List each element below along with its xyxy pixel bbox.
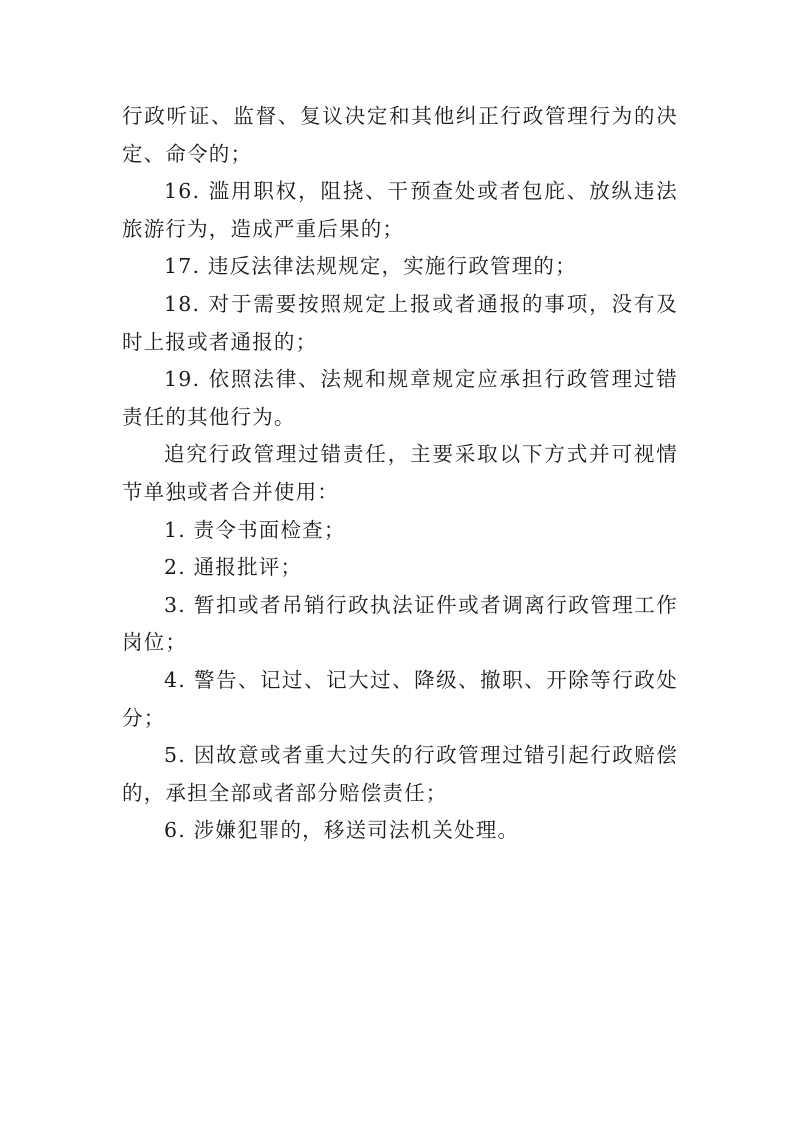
paragraph-method-3: 3. 暂扣或者吊销行政执法证件或者调离行政管理工作岗位； [122, 592, 678, 655]
paragraph-continuation: 行政听证、监督、复议决定和其他纠正行政管理行为的决定、命令的； [122, 104, 678, 166]
paragraph-accountability-intro: 追究行政管理过错责任，主要采取以下方式并可视情节单独或者合并使用： [122, 442, 678, 504]
paragraph-item-16: 16. 滥用职权，阻挠、干预查处或者包庇、放纵违法旅游行为，造成严重后果的； [122, 179, 678, 241]
paragraph-item-18: 18. 对于需要按照规定上报或者通报的事项，没有及时上报或者通报的； [122, 291, 678, 354]
paragraph-method-2: 2. 通报批评； [164, 555, 303, 580]
paragraph-method-1: 1. 责令书面检查； [164, 517, 346, 542]
paragraph-item-17: 17. 违反法律法规规定，实施行政管理的； [164, 254, 577, 279]
document-body [122, 98, 678, 850]
paragraph-method-6: 6. 涉嫌犯罪的，移送司法机关处理。 [164, 818, 520, 843]
paragraph-method-5: 5. 因故意或者重大过失的行政管理过错引起行政赔偿的，承担全部或者部分赔偿责任； [122, 743, 678, 805]
paragraph-item-19: 19. 依照法律、法规和规章规定应承担行政管理过错责任的其他行为。 [122, 367, 678, 429]
paragraph-method-4: 4. 警告、记过、记大过、降级、撤职、开除等行政处分； [122, 667, 678, 730]
